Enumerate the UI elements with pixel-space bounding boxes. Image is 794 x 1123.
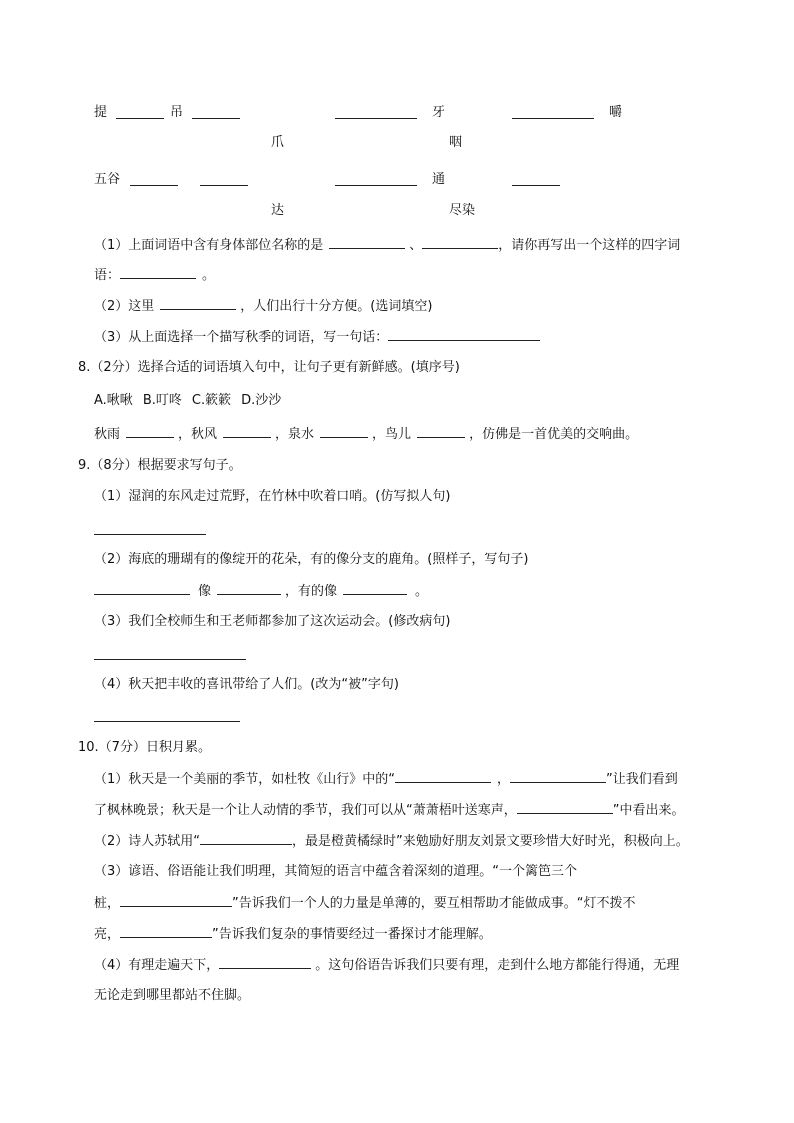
q8-option-b: B.叮咚 (142, 393, 182, 408)
answer-blank[interactable] (120, 925, 212, 938)
q9-sub2-template: 像 ，有的像 。 (94, 582, 428, 601)
q8-option-d: D.沙沙 (241, 393, 282, 408)
blank-line[interactable] (200, 185, 248, 186)
blank-line[interactable] (512, 118, 594, 119)
answer-blank[interactable] (217, 582, 281, 595)
q10-sub2: （2）诗人苏轼用“ ，最是橙黄橘绿时”来勉励好朋友刘景文要珍惜大好时光，积极向上。 (94, 834, 689, 849)
q7-sub3: （3）从上面选择一个描写秋季的词语，写一句话： (94, 328, 540, 347)
answer-blank[interactable] (94, 582, 190, 595)
q7-sub1-line1: （1）上面词语中含有身体部位名称的是 、 ，请你再写出一个这样的四字词 (94, 238, 681, 253)
grid-char-diao: 吊 (170, 105, 184, 120)
q8-options (94, 392, 281, 410)
grid-word-wugu: 五谷 (94, 172, 121, 187)
q9-sub3: （3）我们全校师生和王老师都参加了这次运动会。(修改病句) (94, 614, 451, 629)
q10-sub1-line1: （1）秋天是一个美丽的季节，如杜牧《山行》中的“ ， ”让我们看到 (94, 772, 678, 787)
grid-char-ya: 牙 (432, 105, 446, 120)
q9-sub4: （4）秋天把丰收的喜讯带给了人们。(改为“被”字句) (94, 677, 399, 692)
grid-char-tong: 通 (432, 172, 446, 187)
q8-option-a: A.啾啾 (94, 393, 133, 408)
answer-blank[interactable] (510, 770, 606, 783)
answer-blank[interactable] (219, 956, 311, 969)
grid-char-da: 达 (271, 203, 285, 218)
answer-blank[interactable] (388, 328, 540, 341)
answer-blank[interactable] (417, 425, 465, 438)
q8-option-c: C.簌簌 (191, 393, 232, 408)
q8-sentence: 秋雨 ，秋风 ，泉水 ，鸟儿 ，仿佛是一首优美的交响曲。 (94, 427, 639, 442)
answer-blank[interactable] (343, 582, 407, 595)
q10-sub3-line3: 亮， ”告诉我们复杂的事情要经过一番探讨才能理解。 (94, 927, 492, 942)
q10-heading: 10.（7分）日积月累。 (78, 740, 211, 755)
answer-line[interactable] (94, 534, 206, 535)
blank-line[interactable] (116, 118, 164, 119)
q10-sub1-line2: 了枫林晚景；秋天是一个让人动情的季节，我们可以从“萧萧梧叶送寒声， ”中看出来。 (94, 803, 685, 818)
answer-blank[interactable] (120, 894, 232, 907)
answer-blank[interactable] (126, 425, 174, 438)
answer-blank[interactable] (395, 770, 491, 783)
answer-line[interactable] (94, 659, 246, 660)
grid-char-yan: 咽 (449, 135, 463, 150)
blank-line[interactable] (130, 185, 178, 186)
grid-char-jiao: 嚼 (609, 105, 623, 120)
grid-char-zhua: 爪 (271, 135, 285, 150)
q10-sub3-line2: 桩， ”告诉我们一个人的力量是单薄的，要互相帮助才能做成事。“灯不拨不 (94, 896, 636, 911)
q10-sub4-line2: 无论走到哪里都站不住脚。 (94, 988, 251, 1003)
answer-blank[interactable] (329, 236, 405, 249)
q10-sub4-line1: （4）有理走遍天下， 。这句俗语告诉我们只要有理，走到什么地方都能行得通，无理 (94, 958, 680, 973)
answer-line[interactable] (94, 721, 240, 722)
answer-blank[interactable] (517, 801, 613, 814)
q8-heading: 8.（2分）选择合适的词语填入句中，让句子更有新鲜感。(填序号) (78, 360, 460, 375)
q7-sub1-line2: 语： 。 (94, 268, 216, 283)
grid-char-ti: 提 (94, 105, 108, 120)
blank-line[interactable] (512, 185, 560, 186)
blank-line[interactable] (335, 185, 417, 186)
answer-blank[interactable] (223, 425, 271, 438)
answer-blank[interactable] (422, 236, 498, 249)
answer-blank[interactable] (320, 425, 368, 438)
q9-sub1: （1）湿润的东风走过荒野，在竹林中吹着口哨。(仿写拟人句) (94, 489, 451, 504)
q9-sub2: （2）海底的珊瑚有的像绽开的花朵，有的像分支的鹿角。(照样子，写句子) (94, 552, 529, 567)
blank-line[interactable] (335, 118, 417, 119)
grid-word-jinran: 尽染 (449, 203, 476, 218)
answer-blank[interactable] (200, 832, 292, 845)
q9-heading: 9.（8分）根据要求写句子。 (78, 458, 242, 473)
answer-blank[interactable] (120, 266, 196, 279)
q10-sub3-line1: （3）谚语、俗语能让我们明理，其简短的语言中蕴含着深刻的道理。“一个篱笆三个 (94, 864, 578, 879)
answer-blank[interactable] (160, 297, 236, 310)
blank-line[interactable] (192, 118, 240, 119)
q7-sub2: （2）这里 ，人们出行十分方便。(选词填空) (94, 299, 433, 314)
